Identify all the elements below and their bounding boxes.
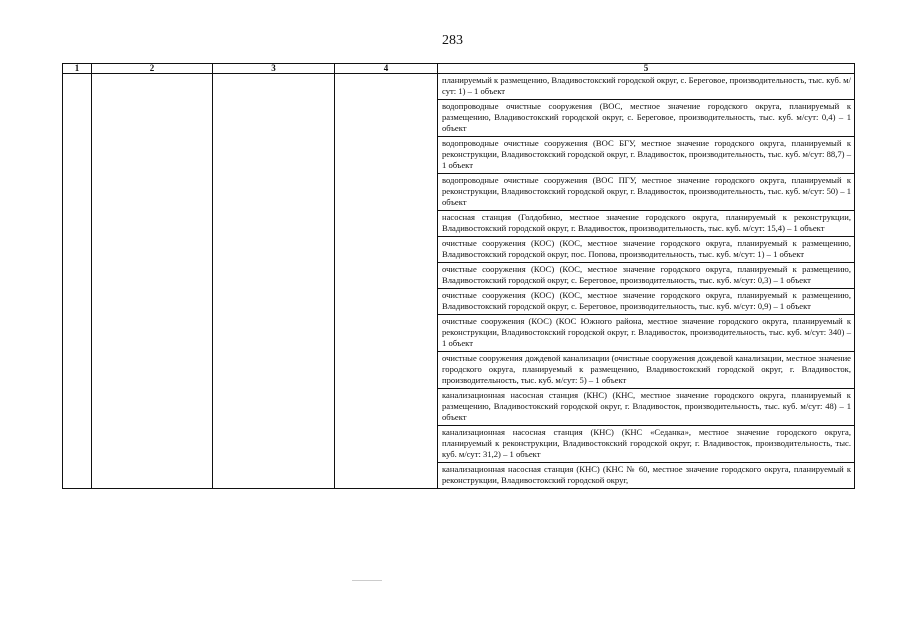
facility-entry: очистные сооружения (КОС) (КОС Южного района, местное значение городского округа, планируемый к реконструкции, Владивостокский городской округ, г. Владивосток, производительность, тыс. куб. м/сут: 340) – 1 объект (438, 314, 854, 351)
facility-entry: очистные сооружения (КОС) (КОС, местное значение городского округа, планируемый к размещению, Владивостокский городской округ, с. Береговое, производительность, тыс. куб. м/сут: 0,9) – 1 объект (438, 288, 854, 314)
facility-entry: планируемый к размещению, Владивостокский городской округ, с. Береговое, производительность, тыс. куб. м/сут: 1) – 1 объект (442, 75, 851, 96)
column-header-3: 3 (213, 64, 335, 74)
facility-entry: очистные сооружения дождевой канализации (очистные сооружения дождевой канализации, местное значение городского округа, планируемый к размещению, Владивостокский городской округ, г. Владивосток, производительность, тыс. куб. м/сут: 5) – 1 объект (438, 351, 854, 388)
column-header-4: 4 (335, 64, 438, 74)
cell-col-5 (438, 74, 855, 489)
column-header-1: 1 (63, 64, 92, 74)
facility-entry: водопроводные очистные сооружения (ВОС, местное значение городского округа, планируемый к размещению, Владивостокский городской округ, с. Береговое, производительность, тыс. куб. м/сут: 0,4) – 1 объект (438, 99, 854, 136)
document-table (62, 63, 855, 489)
column-header-2: 2 (92, 64, 213, 74)
cell-col-2 (92, 74, 213, 489)
facility-entry: водопроводные очистные сооружения (ВОС БГУ, местное значение городского округа, планируемый к реконструкции, Владивостокский городской округ, г. Владивосток, производительность, тыс. куб. м/сут: 88,7) – 1 объект (438, 136, 854, 173)
table-header-row (63, 64, 855, 74)
cell-col-4 (335, 74, 438, 489)
column-header-5: 5 (438, 64, 855, 74)
facility-entry: очистные сооружения (КОС) (КОС, местное значение городского округа, планируемый к размещению, Владивостокский городской округ, с. Береговое, производительность, тыс. куб. м/сут: 0,3) – 1 объект (438, 262, 854, 288)
table-row (63, 74, 855, 489)
scan-artifact-line (352, 580, 382, 581)
facility-entry: канализационная насосная станция (КНС) (КНС, местное значение городского округа, планируемый к размещению, Владивостокский городской округ, г. Владивосток, производительность, тыс. куб. м/сут: 48) – 1 объект (438, 388, 854, 425)
facility-entry: канализационная насосная станция (КНС) (КНС «Седанка», местное значение городского округа, планируемый к реконструкции, Владивостокский городской округ, г. Владивосток, производительность, тыс. куб. м/сут: 31,2) – 1 объект (438, 425, 854, 462)
page-number: 283 (442, 33, 463, 48)
cell-col-1 (63, 74, 92, 489)
facility-entry: канализационная насосная станция (КНС) (КНС № 60, местное значение городского округа, планируемый к реконструкции, Владивостокский городской округ, (438, 462, 854, 488)
cell-col-3 (213, 74, 335, 489)
facility-entry: насосная станция (Голдобино, местное значение городского округа, планируемый к реконструкции, Владивостокский городской округ, г. Владивосток, производительность, тыс. куб. м/сут: 15,4) – 1 объект (438, 210, 854, 236)
facility-entry: очистные сооружения (КОС) (КОС, местное значение городского округа, планируемый к размещению, Владивостокский городской округ, пос. Попова, производительность, тыс. куб. м/сут: 1) – 1 объект (438, 236, 854, 262)
facility-entry: водопроводные очистные сооружения (ВОС ПГУ, местное значение городского округа, планируемый к реконструкции, Владивостокский городской округ, г. Владивосток, производительность, тыс. куб. м/сут: 50) – 1 объект (438, 173, 854, 210)
